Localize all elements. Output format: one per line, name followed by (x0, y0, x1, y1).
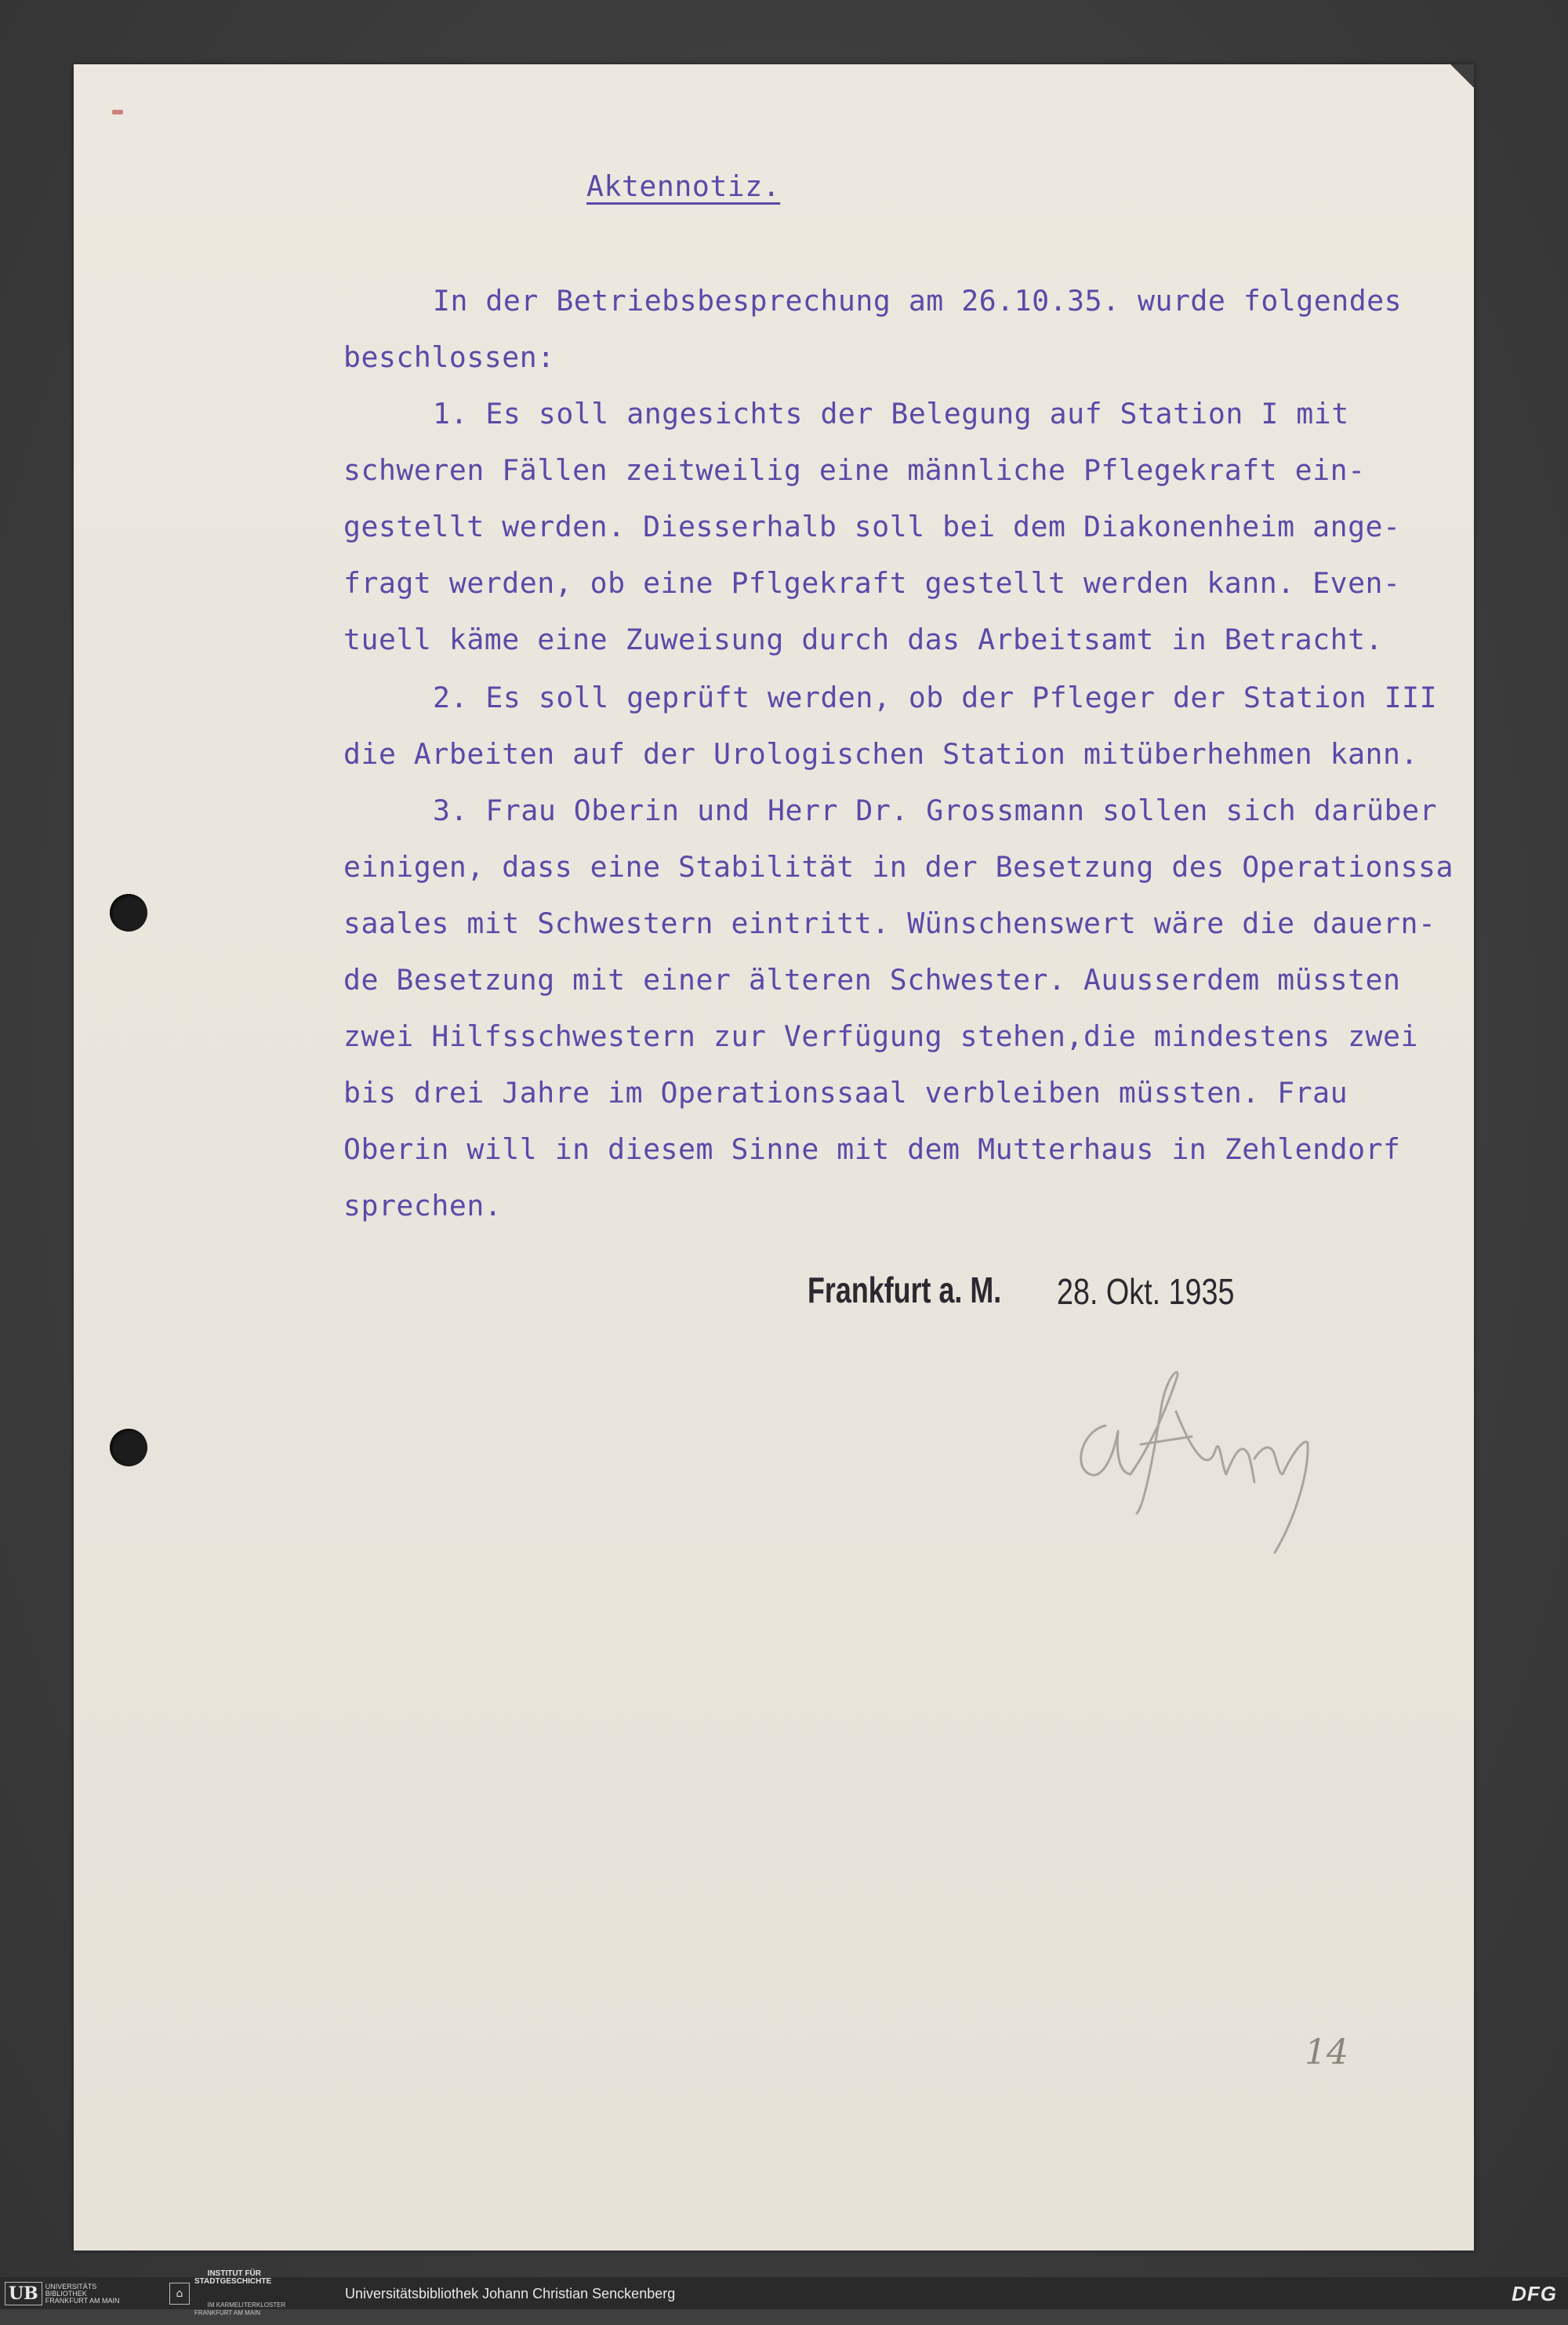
isg-logo-title: INSTITUT FÜR STADTGESCHICHTE (194, 2269, 272, 2286)
text-line: schweren Fällen zeitweilig eine männliche Pflegekraft ein- (343, 453, 1366, 487)
text-line: bis drei Jahre im Operationssaal verbleiben müssten. Frau (343, 1076, 1348, 1110)
isg-logo (169, 2269, 286, 2316)
dfg-logo: DFG (1512, 2282, 1557, 2305)
text-line: tuell käme eine Zuweisung durch das Arbeitsamt in Betracht. (343, 623, 1384, 656)
footer-bar (0, 2269, 1568, 2316)
punch-hole-bottom (110, 1429, 147, 1466)
text-line: gestellt werden. Diesserhalb soll bei dem Diakonenheim ange- (343, 510, 1401, 543)
isg-logo-subtitle: IM KARMELITERKLOSTER FRANKFURT AM MAIN (194, 2301, 286, 2316)
page-corner-fold (1450, 64, 1474, 88)
handwritten-signature (1058, 1357, 1341, 1560)
date-stamp: 28. Okt. 1935 (1057, 1271, 1235, 1312)
text-line: einigen, dass eine Stabilität in der Besetzung des Operationssa (343, 850, 1454, 884)
text-line: 2. Es soll geprüft werden, ob der Pfleger der Station III (433, 681, 1438, 714)
text-line: 1. Es soll angesichts der Belegung auf Station I mit (433, 397, 1349, 430)
text-line: sprechen. (343, 1189, 503, 1222)
punch-hole-top (110, 894, 147, 932)
text-line: de Besetzung mit einer älteren Schwester. Auusserdem müssten (343, 963, 1401, 997)
ub-logo-text: UNIVERSITÄTS BIBLIOTHEK FRANKFURT AM MAIN (45, 2282, 120, 2305)
text-line: beschlossen: (343, 340, 555, 374)
text-line: saales mit Schwestern eintritt. Wünschenswert wäre die dauern- (343, 906, 1436, 940)
isg-emblem-icon: ⌂ (169, 2283, 190, 2305)
text-line: 3. Frau Oberin und Herr Dr. Grossmann sollen sich darüber (433, 794, 1438, 827)
text-line: zwei Hilfsschwestern zur Verfügung stehen,die mindestens zwei (343, 1019, 1418, 1053)
text-line: die Arbeiten auf der Urologischen Station mitüberhehmen kann. (343, 737, 1418, 771)
text-line: Oberin will in diesem Sinne mit dem Mutterhaus in Zehlendorf (343, 1132, 1401, 1166)
ub-logo (5, 2282, 119, 2305)
page-number: 14 (1305, 2033, 1348, 2073)
footer-caption: Universitätsbibliothek Johann Christian Senckenberg (345, 2286, 676, 2301)
text-line: fragt werden, ob eine Pflgekraft gestellt werden kann. Even- (343, 566, 1401, 600)
place-stamp: Frankfurt a. M. (808, 1270, 1002, 1310)
document-title: Aktennotiz. (586, 169, 781, 203)
ub-logo-mark: UB (5, 2282, 42, 2305)
text-line: In der Betriebsbesprechung am 26.10.35. wurde folgendes (433, 284, 1403, 318)
red-ink-mark (112, 110, 123, 114)
